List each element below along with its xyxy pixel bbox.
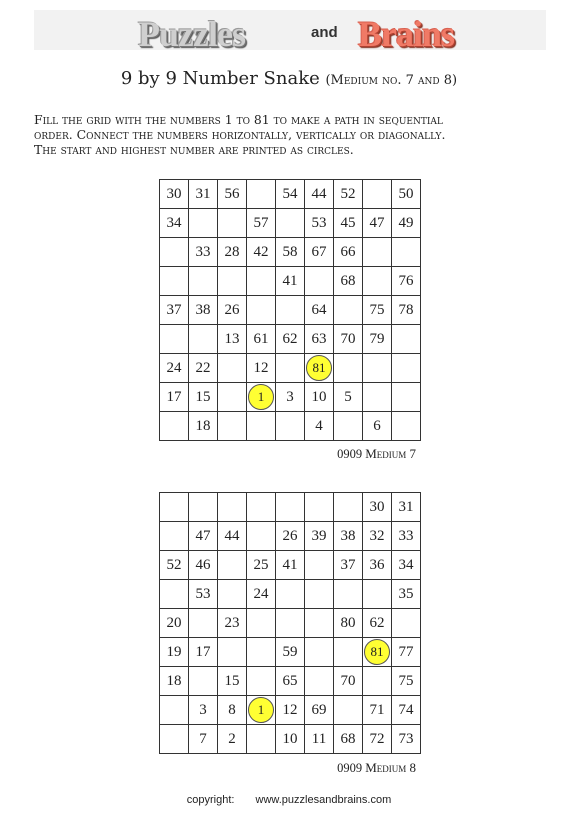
grid-cell bbox=[189, 609, 218, 638]
grid-cell: 42 bbox=[247, 238, 276, 267]
instructions bbox=[34, 112, 564, 157]
grid-cell bbox=[276, 296, 305, 325]
grid-cell bbox=[247, 383, 276, 412]
grid-cell bbox=[334, 638, 363, 667]
grid-cell: 54 bbox=[276, 180, 305, 209]
grid-cell: 72 bbox=[363, 725, 392, 754]
grid-cell: 38 bbox=[334, 522, 363, 551]
grid-cell: 2 bbox=[218, 725, 247, 754]
grid-cell: 77 bbox=[392, 638, 421, 667]
grid-cell bbox=[218, 412, 247, 441]
grid-row bbox=[160, 296, 421, 325]
grid-cell bbox=[392, 412, 421, 441]
grid-cell: 22 bbox=[189, 354, 218, 383]
grid-cell: 45 bbox=[334, 209, 363, 238]
grid-cell: 56 bbox=[218, 180, 247, 209]
grid-cell: 58 bbox=[276, 238, 305, 267]
copyright-label: copyright: bbox=[186, 794, 235, 806]
grid-cell bbox=[160, 238, 189, 267]
grid-cell: 71 bbox=[363, 696, 392, 725]
grid-cell: 30 bbox=[363, 493, 392, 522]
instructions-line-3: The start and highest number are printed as circles. bbox=[34, 142, 354, 157]
grid-row bbox=[160, 696, 421, 725]
grid-cell bbox=[160, 493, 189, 522]
grid-cell bbox=[247, 638, 276, 667]
grid-cell: 11 bbox=[305, 725, 334, 754]
grid-cell: 70 bbox=[334, 325, 363, 354]
grid-cell: 53 bbox=[305, 209, 334, 238]
grid-cell bbox=[247, 412, 276, 441]
grid-cell: 30 bbox=[160, 180, 189, 209]
grid-cell bbox=[218, 551, 247, 580]
grid-cell: 8 bbox=[218, 696, 247, 725]
grid-cell: 32 bbox=[363, 522, 392, 551]
grid-cell bbox=[305, 667, 334, 696]
page-title bbox=[0, 68, 578, 89]
grid-cell bbox=[160, 267, 189, 296]
grid-row bbox=[160, 383, 421, 412]
grid-cell bbox=[363, 638, 392, 667]
grid-cell: 26 bbox=[276, 522, 305, 551]
grid-cell bbox=[305, 551, 334, 580]
grid-cell: 80 bbox=[334, 609, 363, 638]
circled-number: 1 bbox=[248, 697, 274, 723]
grid-cell: 63 bbox=[305, 325, 334, 354]
grid-cell bbox=[247, 696, 276, 725]
grid-cell bbox=[247, 725, 276, 754]
grid-row bbox=[160, 609, 421, 638]
grid-cell: 15 bbox=[218, 667, 247, 696]
grid-cell: 38 bbox=[189, 296, 218, 325]
grid-cell bbox=[392, 609, 421, 638]
grid-cell bbox=[218, 638, 247, 667]
grid-cell: 13 bbox=[218, 325, 247, 354]
grid-cell: 31 bbox=[189, 180, 218, 209]
grid-cell: 4 bbox=[305, 412, 334, 441]
grid-row bbox=[160, 580, 421, 609]
logo-puzzles-text: Puzzles bbox=[138, 14, 245, 54]
grid-cell bbox=[218, 383, 247, 412]
grid-row bbox=[160, 209, 421, 238]
grid-cell bbox=[363, 580, 392, 609]
grid-cell bbox=[276, 493, 305, 522]
grid-cell: 24 bbox=[160, 354, 189, 383]
grid-cell: 68 bbox=[334, 725, 363, 754]
grid-cell bbox=[363, 383, 392, 412]
grid-cell bbox=[392, 325, 421, 354]
grid-cell bbox=[247, 493, 276, 522]
grid-cell: 62 bbox=[363, 609, 392, 638]
grid-cell bbox=[334, 296, 363, 325]
grid-cell bbox=[334, 354, 363, 383]
grid-cell bbox=[247, 667, 276, 696]
grid-cell: 37 bbox=[334, 551, 363, 580]
puzzle-grid-medium-8 bbox=[159, 492, 421, 754]
grid-cell bbox=[334, 412, 363, 441]
grid-cell: 44 bbox=[218, 522, 247, 551]
grid-cell: 18 bbox=[189, 412, 218, 441]
grid-cell bbox=[305, 580, 334, 609]
grid-row bbox=[160, 180, 421, 209]
grid-cell: 70 bbox=[334, 667, 363, 696]
grid-cell: 74 bbox=[392, 696, 421, 725]
grid-cell: 41 bbox=[276, 551, 305, 580]
grid-cell: 6 bbox=[363, 412, 392, 441]
copyright-url: www.puzzlesandbrains.com bbox=[255, 794, 392, 806]
grid-cell bbox=[160, 696, 189, 725]
page-title-sub: (Medium no. 7 and 8) bbox=[325, 73, 458, 88]
grid-cell: 24 bbox=[247, 580, 276, 609]
grid-cell: 23 bbox=[218, 609, 247, 638]
puzzle-code: 0909 bbox=[337, 761, 363, 775]
grid-cell bbox=[218, 580, 247, 609]
grid-cell: 33 bbox=[189, 238, 218, 267]
grid-cell bbox=[218, 267, 247, 296]
grid-cell bbox=[160, 522, 189, 551]
grid-cell: 12 bbox=[276, 696, 305, 725]
puzzle-caption-medium-8 bbox=[156, 760, 416, 776]
grid-cell: 12 bbox=[247, 354, 276, 383]
grid-cell bbox=[160, 412, 189, 441]
grid-cell: 3 bbox=[276, 383, 305, 412]
circled-number: 1 bbox=[248, 384, 274, 410]
grid-cell bbox=[334, 493, 363, 522]
logo-brains-text: Brains bbox=[358, 14, 455, 54]
grid-cell bbox=[363, 667, 392, 696]
grid-cell: 17 bbox=[189, 638, 218, 667]
logo-banner bbox=[34, 10, 546, 54]
grid-cell bbox=[160, 325, 189, 354]
grid-cell bbox=[160, 725, 189, 754]
grid-cell bbox=[189, 325, 218, 354]
grid-cell bbox=[334, 696, 363, 725]
grid-cell: 73 bbox=[392, 725, 421, 754]
grid-cell bbox=[363, 354, 392, 383]
grid-cell: 39 bbox=[305, 522, 334, 551]
grid-cell: 35 bbox=[392, 580, 421, 609]
grid-cell bbox=[363, 267, 392, 296]
grid-cell: 79 bbox=[363, 325, 392, 354]
puzzle-level: Medium 8 bbox=[365, 760, 416, 775]
grid-row bbox=[160, 325, 421, 354]
grid-cell: 26 bbox=[218, 296, 247, 325]
grid-cell: 46 bbox=[189, 551, 218, 580]
grid-cell: 65 bbox=[276, 667, 305, 696]
grid-cell bbox=[247, 267, 276, 296]
grid-cell: 57 bbox=[247, 209, 276, 238]
grid-cell: 17 bbox=[160, 383, 189, 412]
puzzle-level: Medium 7 bbox=[365, 446, 416, 461]
grid-cell: 49 bbox=[392, 209, 421, 238]
grid-cell bbox=[334, 580, 363, 609]
grid-cell bbox=[189, 493, 218, 522]
grid-cell: 64 bbox=[305, 296, 334, 325]
grid-cell: 59 bbox=[276, 638, 305, 667]
grid-cell: 44 bbox=[305, 180, 334, 209]
instructions-line-1: Fill the grid with the numbers 1 to 81 to make a path in sequential bbox=[34, 112, 443, 127]
grid-row bbox=[160, 522, 421, 551]
grid-cell bbox=[189, 667, 218, 696]
grid-cell bbox=[305, 638, 334, 667]
grid-cell bbox=[247, 609, 276, 638]
grid-cell: 5 bbox=[334, 383, 363, 412]
grid-cell: 10 bbox=[305, 383, 334, 412]
grid-cell bbox=[276, 209, 305, 238]
grid-cell: 18 bbox=[160, 667, 189, 696]
grid-cell: 47 bbox=[363, 209, 392, 238]
grid-cell: 34 bbox=[392, 551, 421, 580]
grid-cell bbox=[305, 609, 334, 638]
grid-row bbox=[160, 354, 421, 383]
grid-cell bbox=[247, 522, 276, 551]
grid-row bbox=[160, 638, 421, 667]
grid-cell: 31 bbox=[392, 493, 421, 522]
grid-row bbox=[160, 267, 421, 296]
grid-cell: 37 bbox=[160, 296, 189, 325]
grid-cell: 53 bbox=[189, 580, 218, 609]
grid-row bbox=[160, 667, 421, 696]
grid-cell: 75 bbox=[363, 296, 392, 325]
grid-cell: 52 bbox=[160, 551, 189, 580]
grid-row bbox=[160, 238, 421, 267]
grid-row bbox=[160, 493, 421, 522]
grid-cell: 47 bbox=[189, 522, 218, 551]
grid-cell bbox=[276, 609, 305, 638]
puzzle-grid-medium-7 bbox=[159, 179, 421, 441]
grid-cell: 61 bbox=[247, 325, 276, 354]
grid-cell bbox=[247, 180, 276, 209]
grid-cell bbox=[276, 580, 305, 609]
circled-number: 81 bbox=[306, 355, 332, 381]
grid-cell: 20 bbox=[160, 609, 189, 638]
grid-cell: 25 bbox=[247, 551, 276, 580]
logo-and-text: and bbox=[311, 24, 338, 41]
copyright-footer bbox=[0, 794, 578, 806]
grid-cell bbox=[363, 180, 392, 209]
grid-cell: 15 bbox=[189, 383, 218, 412]
grid-cell: 75 bbox=[392, 667, 421, 696]
grid-cell: 10 bbox=[276, 725, 305, 754]
grid-cell: 76 bbox=[392, 267, 421, 296]
grid-cell bbox=[160, 580, 189, 609]
grid-cell bbox=[392, 354, 421, 383]
grid-cell: 78 bbox=[392, 296, 421, 325]
grid-cell bbox=[247, 296, 276, 325]
grid-cell bbox=[363, 238, 392, 267]
grid-cell bbox=[218, 209, 247, 238]
grid-cell: 7 bbox=[189, 725, 218, 754]
grid-cell bbox=[305, 493, 334, 522]
puzzle-caption-medium-7 bbox=[156, 446, 416, 462]
grid-cell: 41 bbox=[276, 267, 305, 296]
puzzle-code: 0909 bbox=[337, 447, 363, 461]
grid-cell: 19 bbox=[160, 638, 189, 667]
grid-cell bbox=[276, 354, 305, 383]
grid-cell: 3 bbox=[189, 696, 218, 725]
grid-cell: 28 bbox=[218, 238, 247, 267]
grid-row bbox=[160, 551, 421, 580]
grid-cell bbox=[392, 383, 421, 412]
grid-cell: 67 bbox=[305, 238, 334, 267]
grid-cell: 33 bbox=[392, 522, 421, 551]
grid-row bbox=[160, 412, 421, 441]
grid-cell bbox=[189, 209, 218, 238]
grid-cell: 34 bbox=[160, 209, 189, 238]
grid-cell: 52 bbox=[334, 180, 363, 209]
grid-cell bbox=[305, 267, 334, 296]
grid-cell: 66 bbox=[334, 238, 363, 267]
grid-cell bbox=[305, 354, 334, 383]
grid-cell: 36 bbox=[363, 551, 392, 580]
grid-cell bbox=[392, 238, 421, 267]
page-title-main: 9 by 9 Number Snake bbox=[120, 68, 320, 89]
grid-cell bbox=[189, 267, 218, 296]
grid-cell bbox=[276, 412, 305, 441]
circled-number: 81 bbox=[364, 639, 390, 665]
instructions-line-2: order. Connect the numbers horizontally, vertically or diagonally. bbox=[34, 127, 446, 142]
grid-cell bbox=[218, 354, 247, 383]
grid-cell: 69 bbox=[305, 696, 334, 725]
grid-cell bbox=[218, 493, 247, 522]
grid-row bbox=[160, 725, 421, 754]
grid-cell: 50 bbox=[392, 180, 421, 209]
grid-cell: 68 bbox=[334, 267, 363, 296]
grid-cell: 62 bbox=[276, 325, 305, 354]
